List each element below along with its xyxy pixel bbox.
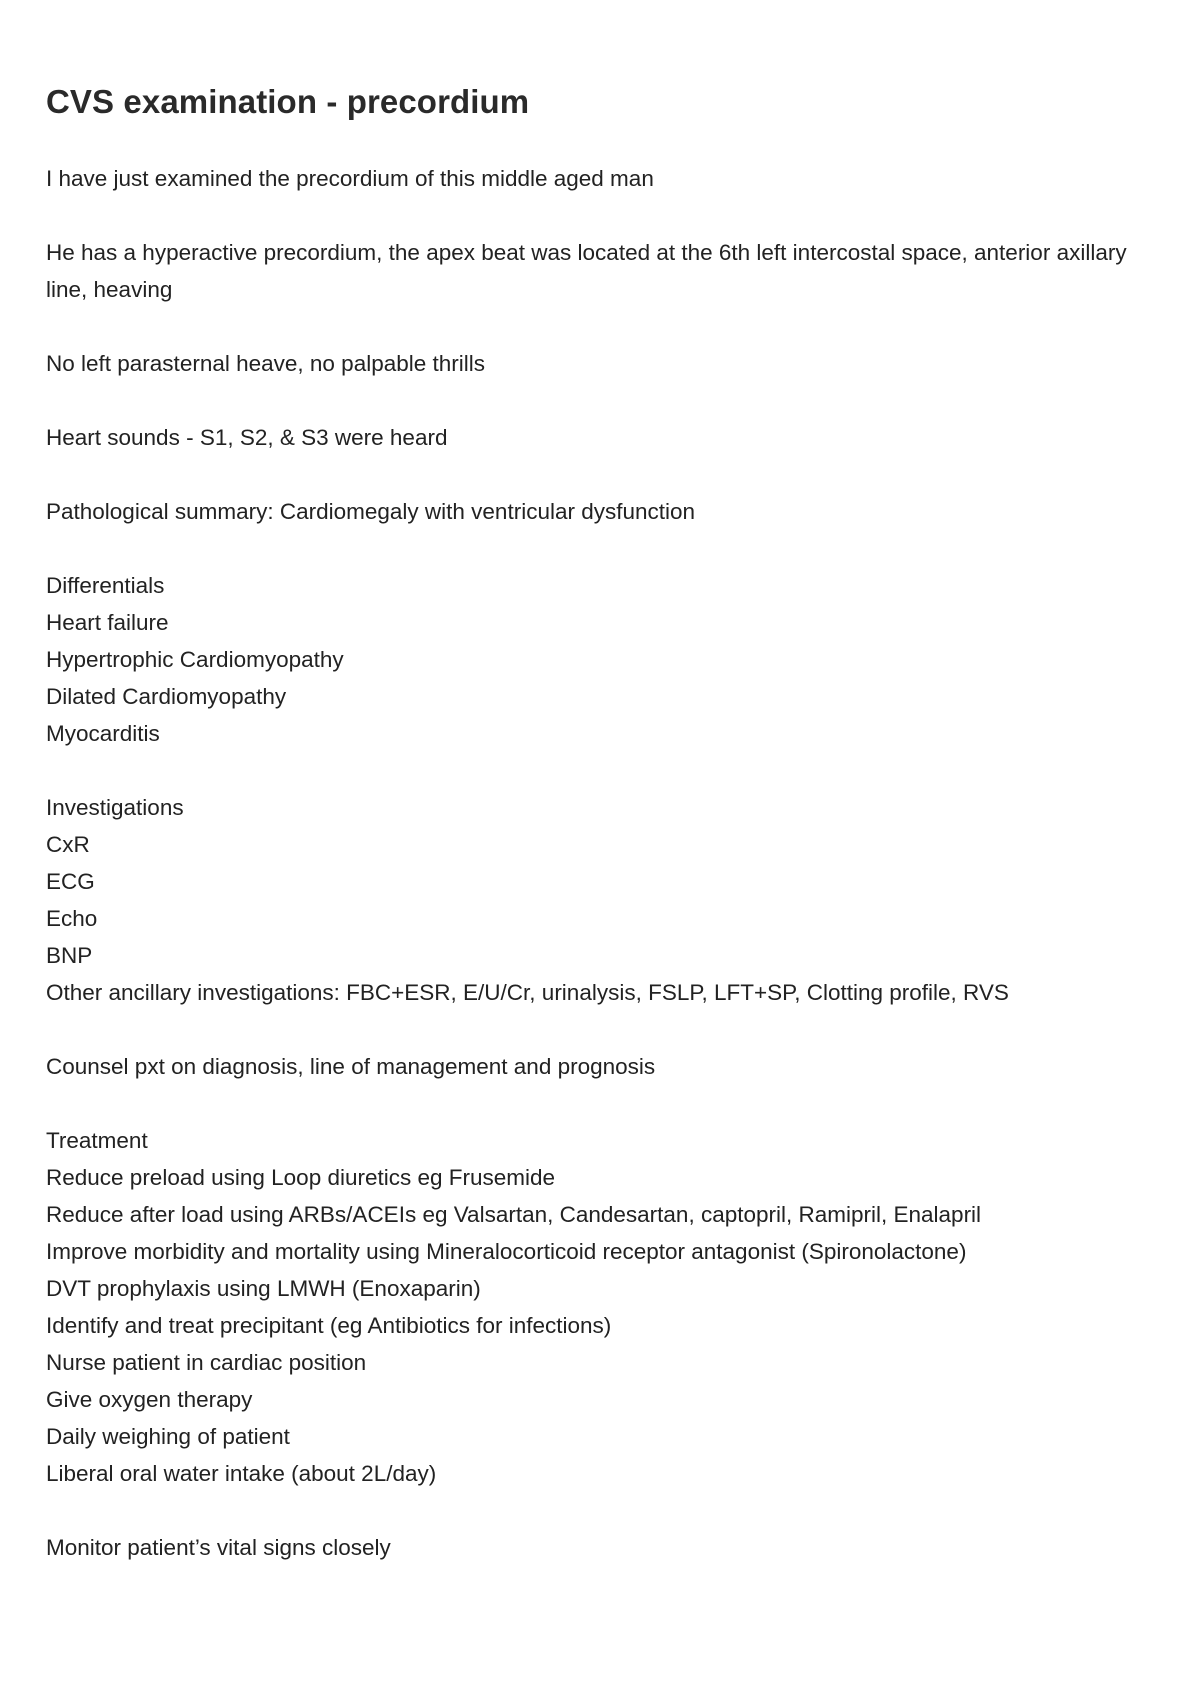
list-item: Other ancillary investigations: FBC+ESR, E/U/Cr, urinalysis, FSLP, LFT+SP, Clotting profile, RVS [46,980,1009,1005]
list-item: Improve morbidity and mortality using Mineralocorticoid receptor antagonist (Spironolactone) [46,1239,967,1264]
findings-heave-text: No left parasternal heave, no palpable thrills [46,351,486,376]
list-item: Reduce after load using ARBs/ACEIs eg Valsartan, Candesartan, captopril, Ramipril, Enalapril [46,1202,982,1227]
list-item: Myocarditis [46,721,160,746]
list-item: ECG [46,869,95,894]
monitor-text: Monitor patient’s vital signs closely [46,1535,391,1560]
counsel-text: Counsel pxt on diagnosis, line of management and prognosis [46,1054,656,1079]
investigations-list [46,789,1156,1011]
intro-text: I have just examined the precordium of this middle aged man [46,166,654,191]
note-document [46,78,1156,1603]
heart-sounds-text: Heart sounds - S1, S2, & S3 were heard [46,425,448,450]
list-item: Dilated Cardiomyopathy [46,684,287,709]
list-item: CxR [46,832,90,857]
differentials-heading: Differentials [46,573,165,598]
list-item: Heart failure [46,610,169,635]
list-item: BNP [46,943,93,968]
pathological-summary-text: Pathological summary: Cardiomegaly with ventricular dysfunction [46,499,696,524]
investigations-heading: Investigations [46,795,184,820]
list-item: Echo [46,906,98,931]
list-item: Liberal oral water intake (about 2L/day) [46,1461,437,1486]
list-item: Nurse patient in cardiac position [46,1350,367,1375]
findings-apex-text: He has a hyperactive precordium, the apex beat was located at the 6th left intercostal space, anterior axillary line, heaving [46,240,1127,302]
list-item: Hypertrophic Cardiomyopathy [46,647,344,672]
list-item: Give oxygen therapy [46,1387,253,1412]
page-title: CVS examination - precordium [46,83,530,120]
list-item: DVT prophylaxis using LMWH (Enoxaparin) [46,1276,481,1301]
differentials-list [46,567,1156,752]
list-item: Daily weighing of patient [46,1424,290,1449]
treatment-list [46,1122,1156,1492]
list-item: Reduce preload using Loop diuretics eg Frusemide [46,1165,556,1190]
treatment-heading: Treatment [46,1128,148,1153]
list-item: Identify and treat precipitant (eg Antibiotics for infections) [46,1313,612,1338]
